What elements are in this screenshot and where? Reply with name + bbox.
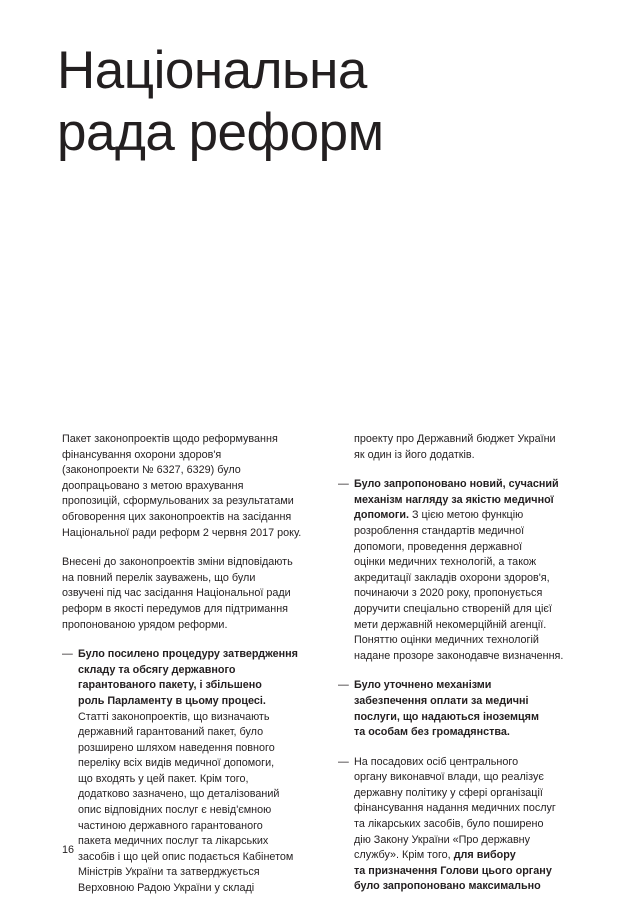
bullet-quality-oversight bbox=[338, 477, 580, 664]
title-line-2: рада реформ bbox=[57, 103, 384, 162]
bullet-civil-service bbox=[338, 755, 580, 895]
bullet-dash: — bbox=[62, 648, 73, 661]
bullet-dash: — bbox=[338, 755, 349, 768]
bullet-guaranteed-package bbox=[62, 647, 324, 897]
bullet-body-text: Статті законопроектів, що визначають державний гарантований пакет, було розширено шляхом наведення повного переліку всіх видів медичної допомоги, що входять у цей пакет. Крім того, додатково зазначено, що деталізований опис відповідних послуг є невід'ємною частиною державного гарантованого пакета медичних послуг та лікарських засобів і що цей опис подається Кабінетом Міністрів України та затверджується Верховною Радою України у складі bbox=[78, 710, 294, 895]
bullet-continued: проекту про Державний бюджет України як один із його додатків. bbox=[354, 433, 556, 461]
left-column bbox=[62, 432, 324, 897]
page-number: 16 bbox=[62, 844, 75, 856]
page-title bbox=[57, 40, 384, 164]
bullet-foreigners-payment bbox=[338, 678, 580, 740]
bullet-bold-text: Було запропоновано новий, сучасний механізм нагляду за якістю медичної допомоги. bbox=[354, 478, 559, 522]
paragraph-changes: Внесені до законопроектів зміни відповідають на повний перелік зауважень, що були озвучені під час засідання Національної ради реформ в якості передумов для підтримання пропонованою урядом реформи. bbox=[62, 556, 293, 631]
bullet-dash: — bbox=[338, 679, 349, 692]
paragraph-intro: Пакет законопроектів щодо реформування фінансування охорони здоров'я (законопроекти № 6327, 6329) було доопрацьовано з метою врахування пропозицій, сформульованих за результатами обговорення цих законопроектів на засідання Національної ради реформ 2 червня 2017 року. bbox=[62, 433, 302, 539]
bullet-bold-text: Було посилено процедуру затвердження складу та обсягу державного гарантованого пакету, і збільшено роль Парламенту в цьому процесі. bbox=[78, 648, 298, 707]
bullet-body-text: На посадових осіб центрального органу виконавчої влади, що реалізує державну політику у сфері організації фінансування надання медичних послуг та лікарських засобів, було поширено дію Закону України «Про державну службу». Крім того, bbox=[354, 755, 556, 862]
bullet-bold-text: Було уточнено механізми забезпечення оплати за медичні послуги, що надаються іноземцям та особам без громадянства. bbox=[354, 679, 539, 739]
bullet-dash: — bbox=[338, 478, 349, 491]
bullet-body-text: З цією метою функцію розроблення стандартів медичної допомоги, проведення державної оцінки медичних технологій, а також акредитації закладів охорони здоров'я, починаючи з 2020 року, пропонується доручити спеціально створеній для цієї мети державній некомерційній агенції. Поняттю оцінки медичних технологій надане прозоре законодавче визначення. bbox=[354, 509, 564, 662]
right-column bbox=[338, 432, 580, 895]
title-line-1: Національна bbox=[57, 41, 367, 100]
bullet-bold-text: для вибору та призначення Голови цього органу було запропоновано максимально bbox=[354, 849, 552, 893]
